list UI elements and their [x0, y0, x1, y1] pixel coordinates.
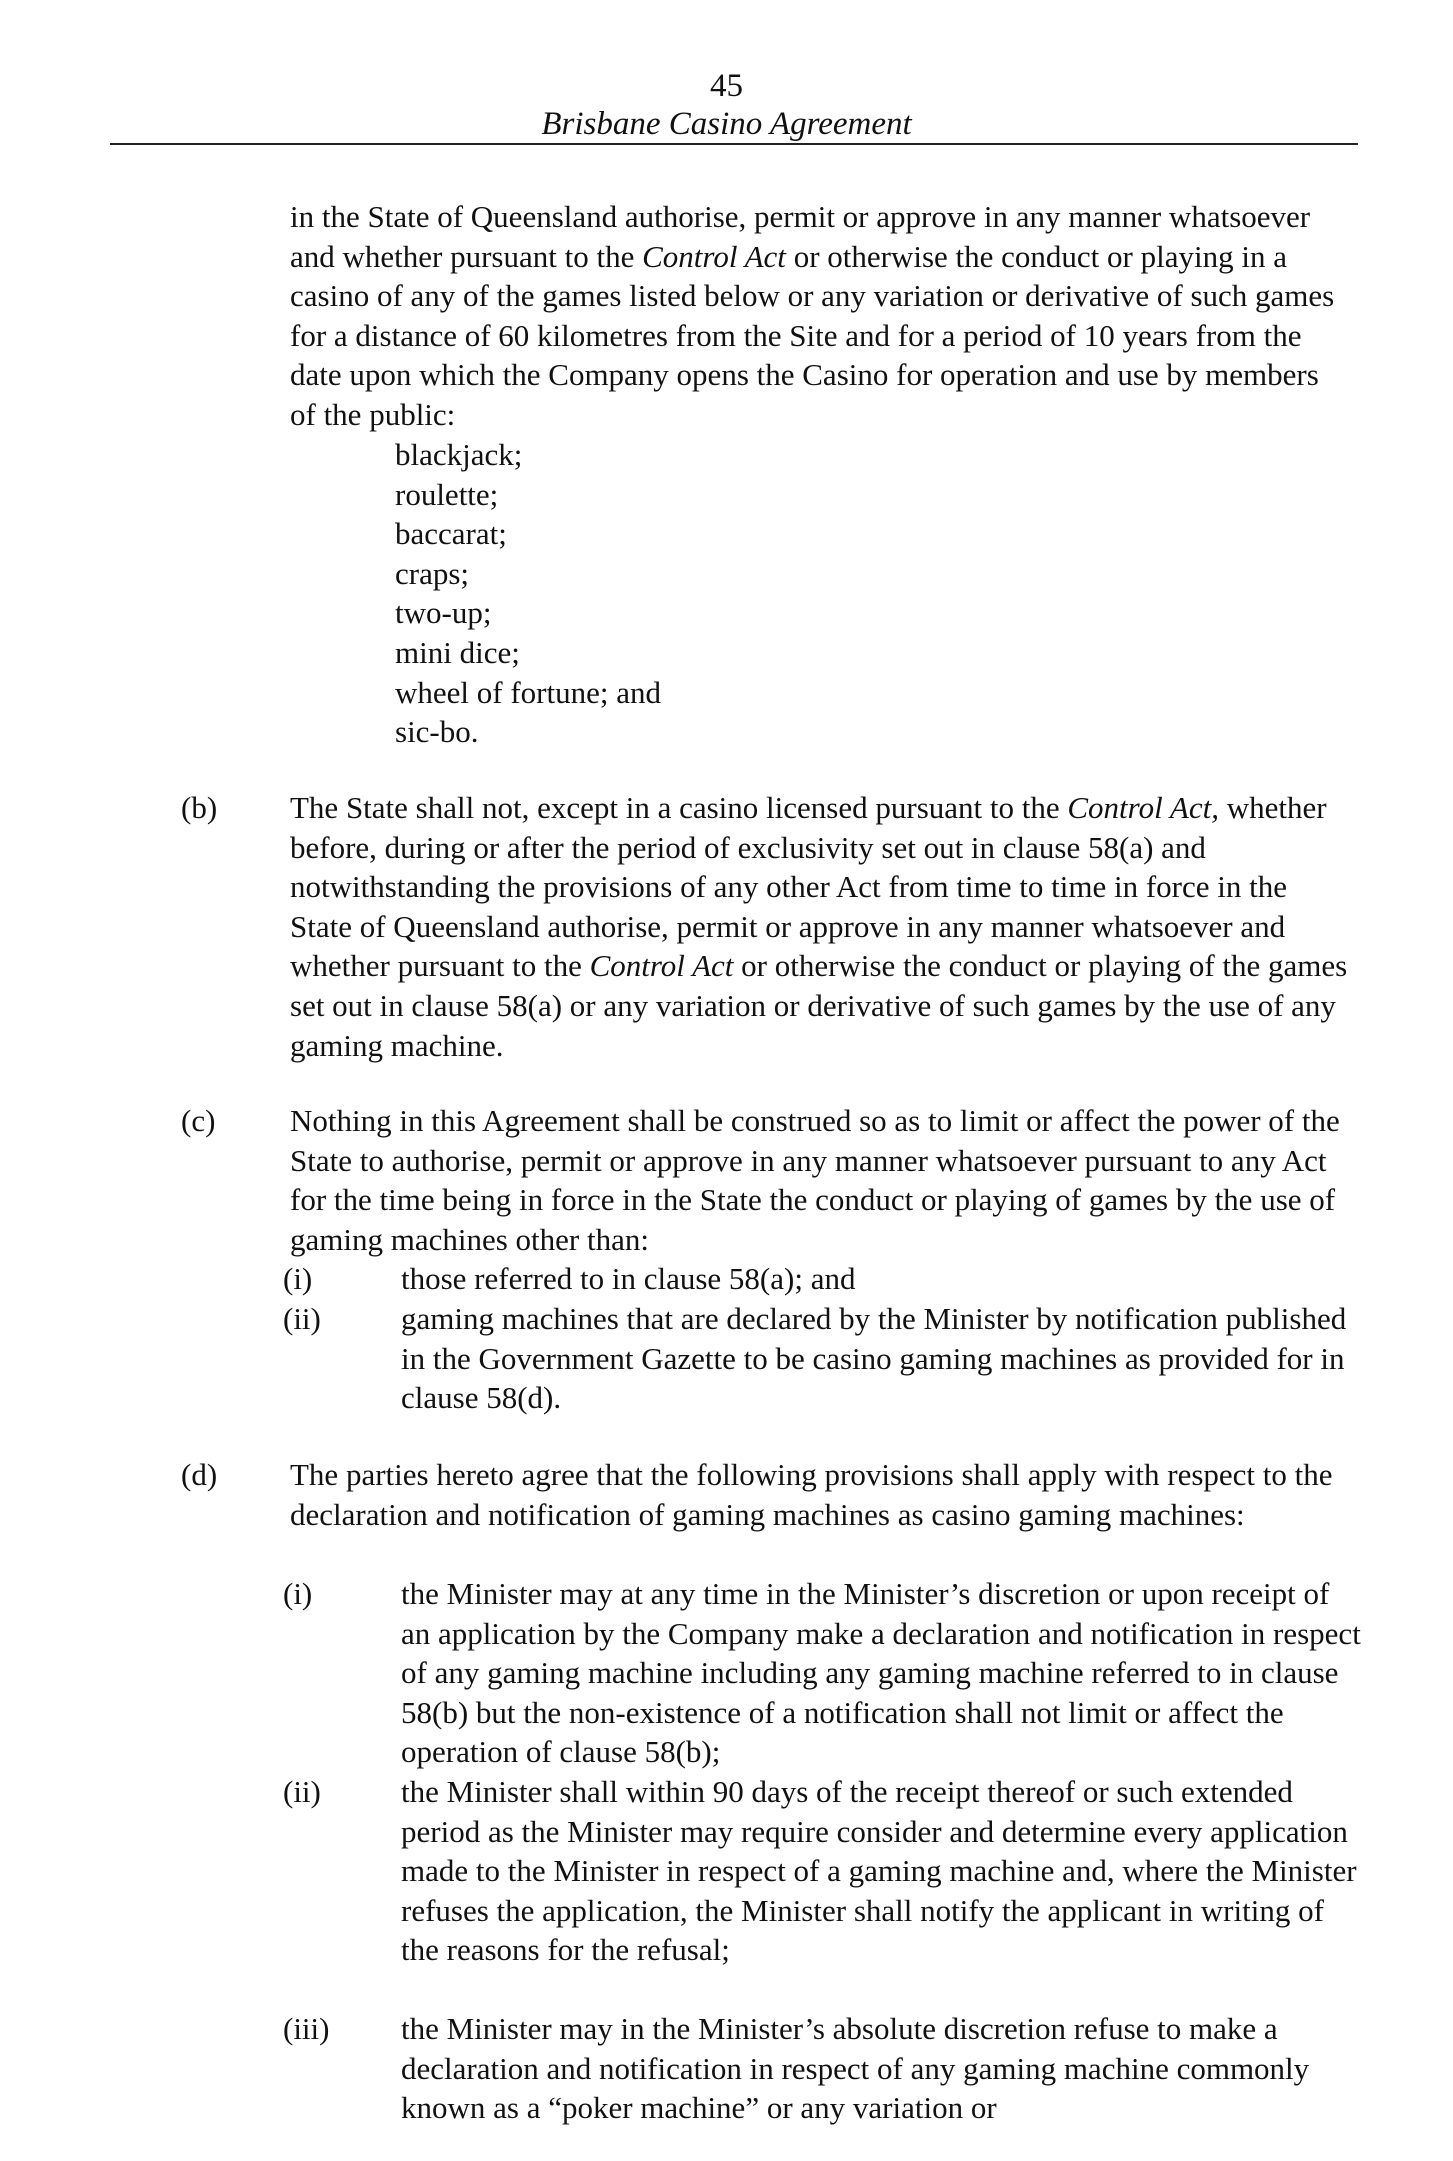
item-number: (ii): [283, 1301, 321, 1336]
list-item: roulette;: [395, 476, 499, 512]
clause-b-part3: or otherwise the conduct or playing of the games set out in clause 58(a) or any variation or derivative of such games by the use of any gaming machine.: [290, 948, 1348, 1063]
list-item: two-up;: [395, 595, 492, 631]
intro-text-part1: in the State of Queensland authorise, permit or approve in any manner whatsoever and whether pursuant to the: [290, 199, 1311, 274]
games-list: [395, 435, 995, 752]
clause-c-text: Nothing in this Agreement shall be construed so as to limit or affect the power of the State to authorise, permit or approve in any manner whatsoever pursuant to any Act for the time being in force in the State the conduct or playing of games by the use of gaming machines other than:: [290, 1103, 1340, 1257]
list-item: baccarat;: [395, 516, 507, 552]
list-item: mini dice;: [395, 634, 520, 670]
clause-b-text: [290, 788, 1350, 1065]
clause-b-part1: The State shall not, except in a casino licensed pursuant to the: [290, 790, 1068, 825]
running-title: Brisbane Casino Agreement: [541, 106, 912, 142]
clause-b-label: (b): [181, 790, 218, 825]
item-number: (iii): [283, 2011, 330, 2046]
control-act-ref: Control Act,: [1067, 790, 1219, 825]
item-text: the Minister may in the Minister’s absolute discretion refuse to make a declaration and notification in respect of any gaming machine commonly known as a “poker machine” or any variation or: [401, 2011, 1310, 2126]
item-text: the Minister shall within 90 days of the receipt thereof or such extended period as the Minister may require consider and determine every application made to the Minister in respect of a gaming machine and, where the Minister refuses the application, the Minister shall notify the applicant in writing of the reasons for the refusal;: [401, 1774, 1357, 1968]
list-item: blackjack;: [395, 437, 523, 472]
clause-c-label: (c): [181, 1103, 216, 1138]
item-number: (i): [283, 1576, 313, 1611]
control-act-ref: Control Act: [642, 238, 786, 274]
item-number: (ii): [283, 1774, 321, 1809]
intro-text-part2: or otherwise the conduct or playing in a casino of any of the games listed below or any variation or derivative of such games for a distance of 60 kilometres from the Site and for a period of 10 years from the date upon which the Company opens the Casino for operation and use by members of the public:: [290, 238, 1335, 432]
clause-d-label: (d): [181, 1457, 218, 1492]
item-text: those referred to in clause 58(a); and: [401, 1261, 856, 1296]
page-number: 45: [710, 68, 743, 104]
item-text: gaming machines that are declared by the Minister by notification published in the Government Gazette to be casino gaming machines as provided for in clause 58(d).: [401, 1301, 1347, 1416]
clause-d-text: The parties hereto agree that the following provisions shall apply with respect to the declaration and notification of gaming machines as casino gaming machines:: [290, 1457, 1333, 1532]
list-item: craps;: [395, 555, 470, 591]
list-item: wheel of fortune; and: [395, 674, 661, 710]
item-text: the Minister may at any time in the Minister’s discretion or upon receipt of an application by the Company make a declaration and notification in respect of any gaming machine including any gaming machine referred to in clause 58(b) but the non-existence of a notification shall not limit or affect the operation of clause 58(b);: [401, 1576, 1361, 1770]
header-rule: [110, 143, 1358, 145]
clause-b-part2: whether before, during or after the period of exclusivity set out in clause 58(a) and notwithstanding the provisions of any other Act from time to time in force in the State of Queensland authorise, permit or approve in any manner whatsoever and whether pursuant to the: [290, 790, 1327, 984]
list-item: sic-bo.: [395, 714, 479, 750]
intro-paragraph: [290, 197, 1350, 435]
item-number: (i): [283, 1261, 313, 1296]
control-act-ref: Control Act: [589, 948, 734, 984]
